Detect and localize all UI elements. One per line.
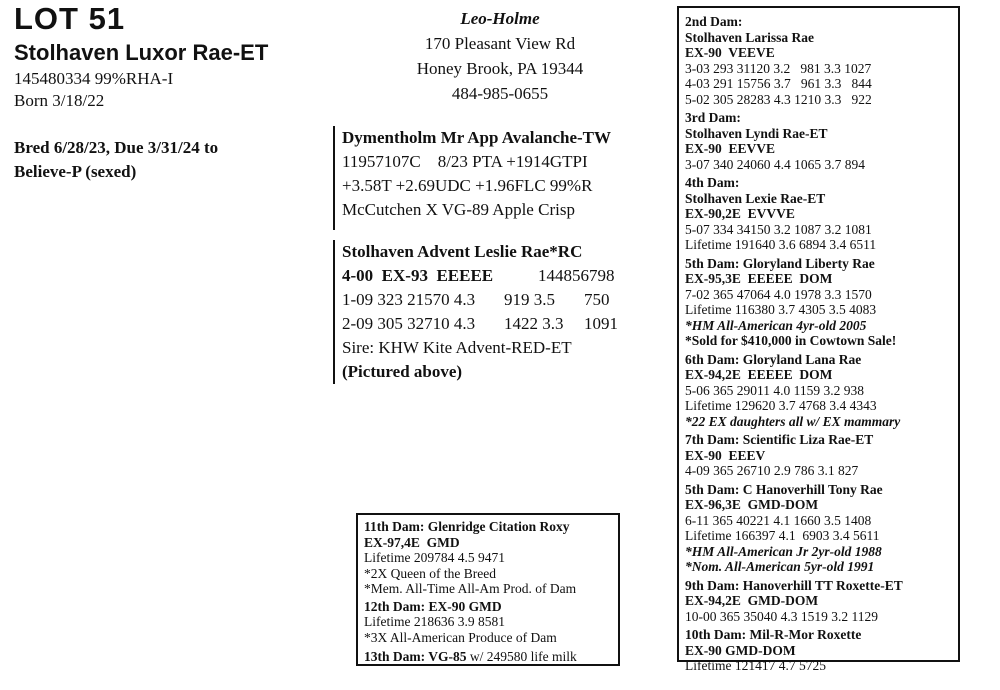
dam-class-row xyxy=(342,264,618,288)
dam-reg-id: 144856798 xyxy=(538,266,615,285)
dam-11-note: *2X Queen of the Breed xyxy=(364,565,496,581)
animal-id-line: 145480334 99%RHA-I xyxy=(14,69,174,88)
pedigree-note: *Nom. All-American 5yr-old 1991 xyxy=(685,559,875,574)
pedigree-class: EX-94,2E EEEEE DOM xyxy=(685,367,833,382)
owner-street: 170 Pleasant View Rd xyxy=(424,34,576,53)
pedigree-title: 4th Dam: xyxy=(685,175,740,190)
dam-sire-line: Sire: KHW Kite Advent-RED-ET xyxy=(342,338,572,357)
pedigree-entry-10th-dam xyxy=(685,627,958,674)
pedigree-record: 5-06 365 29011 4.0 1159 3.2 938 xyxy=(685,382,864,398)
pedigree-class: EX-90 EEEV xyxy=(685,447,766,463)
pedigree-record: 6-11 365 40221 4.1 1660 3.5 1408 xyxy=(685,512,872,528)
dam-12-title: 12th Dam: EX-90 GMD xyxy=(364,598,502,614)
dam-11-title: 11th Dam: Glenridge Citation Roxy xyxy=(364,519,570,534)
dam-block xyxy=(333,240,618,384)
dam-record-protein: 750 xyxy=(584,290,610,309)
pedigree-record: 4-03 291 15756 3.7 961 3.3 844 xyxy=(685,76,872,91)
dam-record-main: 1-09 323 21570 4.3 xyxy=(342,290,476,309)
pedigree-record: 3-07 340 24060 4.4 1065 3.7 894 xyxy=(685,156,865,172)
pedigree-title: 5th Dam: C Hanoverhill Tony Rae xyxy=(685,481,883,497)
pedigree-class: EX-90 GMD-DOM xyxy=(685,642,796,658)
dam-12-lifetime: Lifetime 218636 3.9 8581 xyxy=(364,614,505,629)
dam-class: 4-00 EX-93 EEEEE xyxy=(342,266,494,285)
pedigree-record: Lifetime 191640 3.6 6894 3.4 6511 xyxy=(685,237,877,252)
dam-record-protein: 1091 xyxy=(584,314,618,333)
dam-record-row xyxy=(342,312,618,336)
pedigree-class: EX-90,2E EVVVE xyxy=(685,206,795,221)
pedigree-class: EX-95,3E EEEEE DOM xyxy=(685,271,833,286)
pedigree-entry-6th-dam xyxy=(685,352,958,430)
pedigree-note: *22 EX daughters all w/ EX mammary xyxy=(685,413,901,429)
dam-11-lifetime: Lifetime 209784 4.5 9471 xyxy=(364,550,505,565)
dam-record-fat: 1422 3.3 xyxy=(504,314,564,333)
pedigree-note: *HM All-American Jr 2yr-old 1988 xyxy=(685,543,882,559)
pedigree-entry-3rd-dam xyxy=(685,110,958,172)
pedigree-box xyxy=(677,6,960,673)
pedigree-entry-2nd-dam xyxy=(685,14,958,107)
pedigree-title: 2nd Dam: xyxy=(685,14,743,29)
pedigree-title: 5th Dam: Gloryland Liberty Rae xyxy=(685,255,875,271)
dam-record-fat: 919 3.5 xyxy=(504,290,555,309)
pedigree-record: 3-03 293 31120 3.2 981 3.3 1027 xyxy=(685,60,872,76)
dam-13-line xyxy=(364,649,618,665)
lot-number: LOT 51 xyxy=(14,1,126,36)
pedigree-class: EX-94,2E GMD-DOM xyxy=(685,593,819,608)
pedigree-record: 5-07 334 34150 3.2 1087 3.2 1081 xyxy=(685,221,872,237)
pedigree-class: EX-96,3E GMD-DOM xyxy=(685,497,819,512)
pedigree-note: *HM All-American 4yr-old 2005 xyxy=(685,317,867,333)
dam-name: Stolhaven Advent Leslie Rae*RC xyxy=(342,242,583,261)
owner-phone: 484-985-0655 xyxy=(451,84,549,103)
pedigree-record: Lifetime 166397 4.1 6903 3.4 5611 xyxy=(685,528,880,543)
animal-born: Born 3/18/22 xyxy=(14,91,105,110)
pedigree-note: *Sold for $410,000 in Cowtown Sale! xyxy=(685,333,897,348)
dam-pictured-note: (Pictured above) xyxy=(342,362,463,381)
animal-info xyxy=(14,68,173,112)
pedigree-record: Lifetime 121417 4.7 5725 xyxy=(685,658,826,673)
pedigree-record: 4-09 365 26710 2.9 786 3.1 827 xyxy=(685,463,859,478)
dam-12-note: *3X All-American Produce of Dam xyxy=(364,629,557,645)
sire-line-2: +3.58T +2.69UDC +1.96FLC 99%R xyxy=(342,176,593,195)
owner-block xyxy=(360,6,640,106)
pedigree-entry-9th-dam xyxy=(685,578,958,625)
dam-11-note: *Mem. All-Time All-Am Prod. of Dam xyxy=(364,581,577,596)
bred-line-1: Bred 6/28/23, Due 3/31/24 to xyxy=(14,138,219,157)
dam-11-class: EX-97,4E GMD xyxy=(364,534,460,550)
pedigree-record: 5-02 305 28283 4.3 1210 3.3 922 xyxy=(685,91,872,107)
pedigree-name: Stolhaven Larissa Rae xyxy=(685,29,815,45)
pedigree-record: Lifetime 129620 3.7 4768 3.4 4343 xyxy=(685,398,877,413)
bred-info xyxy=(14,136,218,184)
pedigree-name: Stolhaven Lexie Rae-ET xyxy=(685,190,826,206)
pedigree-class: EX-90 VEEVE xyxy=(685,45,775,60)
pedigree-title: 10th Dam: Mil-R-Mor Roxette xyxy=(685,627,862,642)
pedigree-title: 3rd Dam: xyxy=(685,110,741,125)
pedigree-entry-5th-dam xyxy=(685,256,958,349)
owner-name: Leo-Holme xyxy=(460,9,540,28)
pedigree-title: 9th Dam: Hanoverhill TT Roxette-ET xyxy=(685,577,903,593)
owner-city: Honey Brook, PA 19344 xyxy=(416,59,584,78)
animal-name: Stolhaven Luxor Rae-ET xyxy=(14,40,269,65)
pedigree-name: Stolhaven Lyndi Rae-ET xyxy=(685,125,828,141)
pedigree-class: EX-90 EEVVE xyxy=(685,141,776,156)
pedigree-record: Lifetime 116380 3.7 4305 3.5 4083 xyxy=(685,302,877,317)
pedigree-entry-4th-dam xyxy=(685,175,958,253)
sire-name: Dymentholm Mr App Avalanche-TW xyxy=(342,128,612,147)
sire-line-3: McCutchen X VG-89 Apple Crisp xyxy=(342,200,575,219)
pedigree-entry-7th-dam xyxy=(685,432,958,479)
pedigree-record: 10-00 365 35040 4.3 1519 3.2 1129 xyxy=(685,608,878,624)
dam-13-detail: w/ 249580 life milk xyxy=(466,649,577,664)
pedigree-record: 7-02 365 47064 4.0 1978 3.3 1570 xyxy=(685,286,872,302)
dam-record-main: 2-09 305 32710 4.3 xyxy=(342,314,476,333)
bred-line-2: Believe-P (sexed) xyxy=(14,162,137,181)
pedigree-title: 6th Dam: Gloryland Lana Rae xyxy=(685,351,862,367)
lower-pedigree-box xyxy=(356,513,620,666)
dam-13-title: 13th Dam: VG-85 xyxy=(364,649,467,664)
sire-line-1: 11957107C 8/23 PTA +1914GTPI xyxy=(342,152,588,171)
sire-block xyxy=(333,126,611,230)
pedigree-entry-8th-dam xyxy=(685,482,958,575)
pedigree-title: 7th Dam: Scientific Liza Rae-ET xyxy=(685,432,874,447)
dam-record-row xyxy=(342,288,618,312)
